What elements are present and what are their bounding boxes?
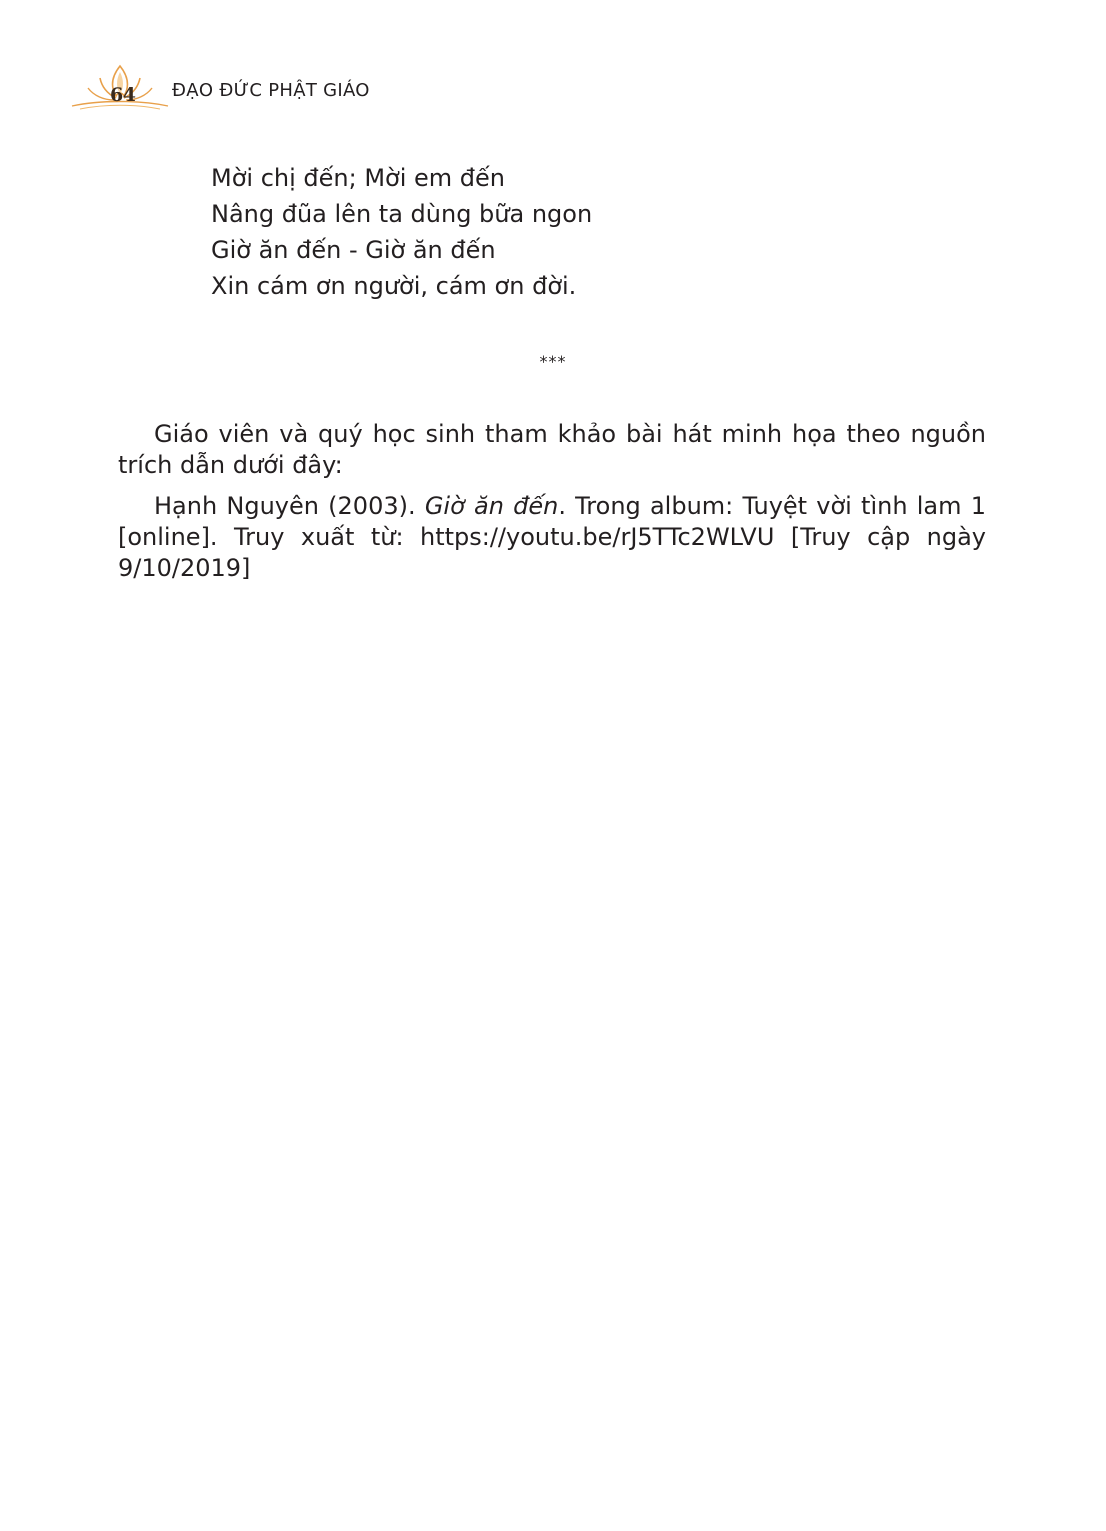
poem-line: Mời chị đến; Mời em đến: [211, 164, 505, 192]
poem-line: Xin cám ơn người, cám ơn đời.: [211, 272, 577, 300]
citation-details: . Trong album: Tuyệt vời tình lam 1 [online]. Truy xuất từ: https://youtu.be/rJ5TTc2WLVU [Truy cập ngày 9/10/2019]: [118, 492, 986, 582]
poem: [211, 160, 592, 304]
page-header: [70, 62, 490, 112]
section-separator: ***: [539, 352, 567, 371]
book-title: ĐẠO ĐỨC PHẬT GIÁO: [172, 80, 370, 101]
citation-author-year: Hạnh Nguyên (2003).: [154, 492, 425, 520]
poem-line: Giờ ăn đến - Giờ ăn đến: [211, 236, 496, 264]
citation-title: Giờ ăn đến: [424, 492, 559, 520]
poem-line: Nâng đũa lên ta dùng bữa ngon: [211, 200, 593, 228]
page-number: 64: [110, 84, 136, 106]
citation-paragraph: [118, 491, 986, 584]
intro-paragraph: Giáo viên và quý học sinh tham khảo bài hát minh họa theo nguồn trích dẫn dưới đây:: [118, 420, 986, 479]
